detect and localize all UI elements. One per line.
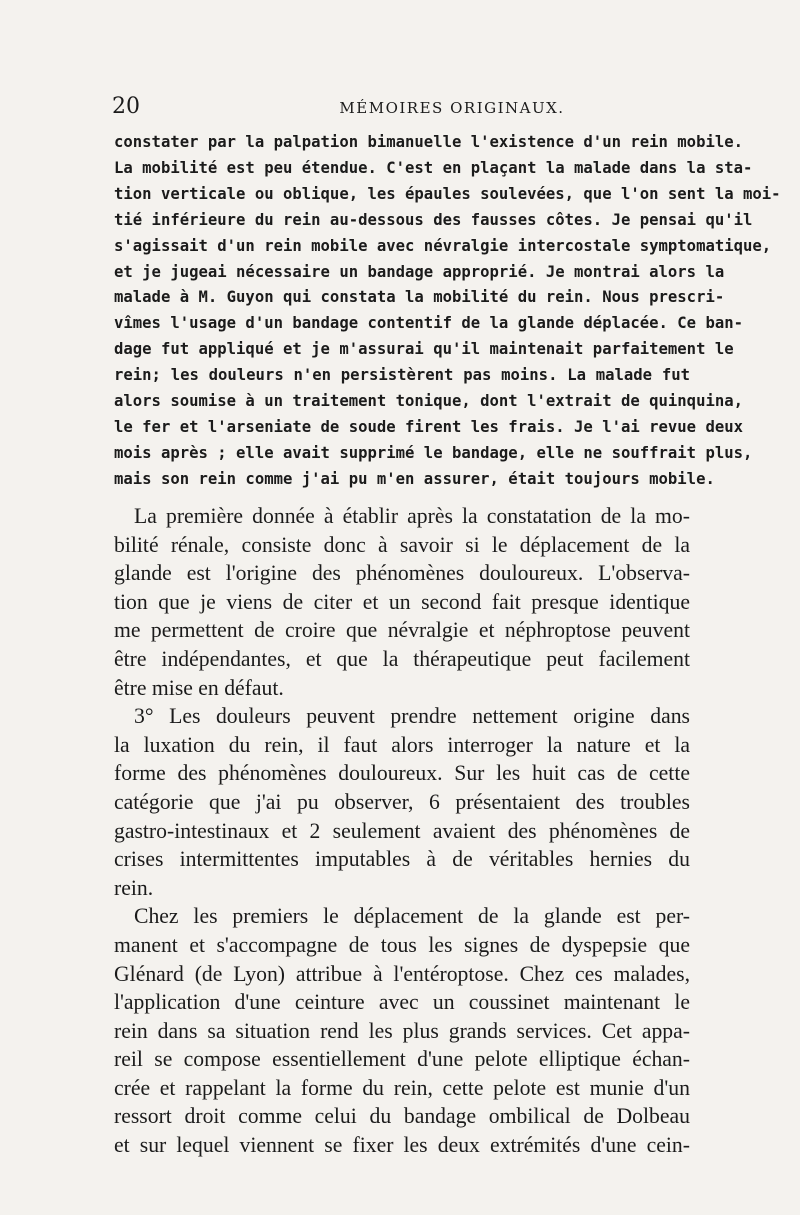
text-line: manent et s'accompagne de tous les signes de dyspepsie que <box>114 932 690 957</box>
text-line: être mise en défaut. <box>114 675 284 700</box>
paragraph-first-line: 3° Les douleurs peuvent prendre nettement origine dans <box>134 704 690 729</box>
text-line: tié inférieure du rein au-dessous des fausses côtes. Je pensai qu'il <box>114 210 753 229</box>
text-line: glande est l'origine des phénomènes douloureux. L'observa- <box>114 561 690 586</box>
text-line: vîmes l'usage d'un bandage contentif de la glande déplacée. Ce ban- <box>114 314 744 333</box>
text-line: la luxation du rein, il faut alors interroger la nature et la <box>114 732 690 757</box>
text-line: mois après ; elle avait supprimé le bandage, elle ne souffrait plus, <box>114 443 753 462</box>
text-line: l'application d'une ceinture avec un coussinet maintenant le <box>114 990 690 1015</box>
text-line: ressort droit comme celui du bandage ombilical de Dolbeau <box>114 1104 690 1129</box>
text-line: s'agissait d'un rein mobile avec névralgie intercostale symptomatique, <box>114 236 772 255</box>
text-line: forme des phénomènes douloureux. Sur les huit cas de cette <box>114 761 690 786</box>
text-line: malade à M. Guyon qui constata la mobilité du rein. Nous prescri- <box>114 288 725 307</box>
text-line: crée et rappelant la forme du rein, cette pelote est munie d'un <box>114 1075 690 1100</box>
paragraph-first-line: Chez les premiers le déplacement de la glande est per- <box>134 904 690 929</box>
page-header <box>112 92 688 122</box>
text-line: Glénard (de Lyon) attribue à l'entéroptose. Chez ces malades, <box>114 961 690 986</box>
text-line: mais son rein comme j'ai pu m'en assurer, était toujours mobile. <box>114 469 715 488</box>
main-text <box>114 502 690 1160</box>
text-line: gastro-intestinaux et 2 seulement avaient des phénomènes de <box>114 818 690 843</box>
text-line: et je jugeai nécessaire un bandage approprié. Je montrai alors la <box>114 262 725 281</box>
text-line: le fer et l'arseniate de soude firent les frais. Je l'ai revue deux <box>114 417 744 436</box>
text-line: tion que je viens de citer et un second fait presque identique <box>114 589 690 614</box>
text-line: dage fut appliqué et je m'assurai qu'il maintenait parfaitement le <box>114 340 734 359</box>
observation-small-print <box>114 130 781 493</box>
text-line: reil se compose essentiellement d'une pelote elliptique échan- <box>114 1047 690 1072</box>
running-head: MÉMOIRES ORIGINAUX. <box>339 99 565 117</box>
text-line: crises intermittentes imputables à de véritables hernies du <box>114 847 690 872</box>
text-line: constater par la palpation bimanuelle l'existence d'un rein mobile. <box>114 133 744 151</box>
text-line: et sur lequel viennent se fixer les deux extrémités d'une cein- <box>114 1133 690 1158</box>
page-number: 20 <box>112 94 140 119</box>
text-line: rein dans sa situation rend les plus grands services. Cet appa- <box>114 1018 690 1043</box>
text-line: être indépendantes, et que la thérapeutique peut facilement <box>114 646 690 671</box>
text-line: rein. <box>114 875 154 900</box>
text-line: rein; les douleurs n'en persistèrent pas moins. La malade fut <box>114 366 690 385</box>
text-line: La mobilité est peu étendue. C'est en plaçant la malade dans la sta- <box>114 158 753 177</box>
text-line: tion verticale ou oblique, les épaules soulevées, que l'on sent la moi- <box>114 184 781 203</box>
text-line: me permettent de croire que névralgie et néphroptose peuvent <box>114 618 690 643</box>
paragraph-first-line: La première donnée à établir après la constatation de la mo- <box>134 504 690 528</box>
text-line: bilité rénale, consiste donc à savoir si le déplacement de la <box>114 532 690 557</box>
text-line: alors soumise à un traitement tonique, dont l'extrait de quinquina, <box>114 392 744 411</box>
text-line: catégorie que j'ai pu observer, 6 présentaient des troubles <box>114 789 690 814</box>
